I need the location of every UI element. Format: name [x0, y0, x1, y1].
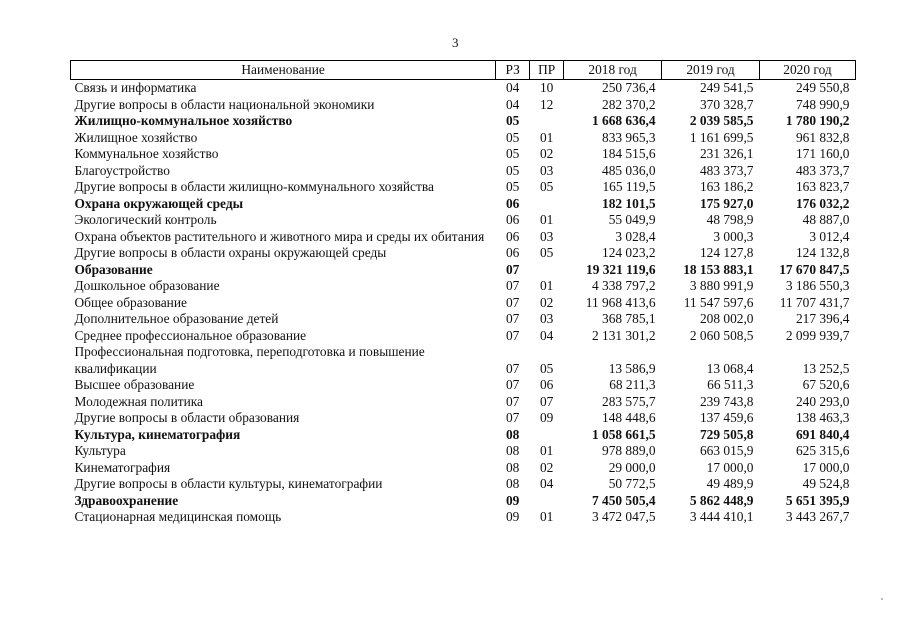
table-row — [71, 443, 856, 460]
cell-2019: 48 798,9 — [706, 212, 754, 227]
cell-2018: 833 965,3 — [602, 129, 656, 145]
cell-name: Другие вопросы в области образования — [74, 410, 300, 425]
cell-name: Другие вопросы в области жилищно-коммунального хозяйства — [74, 179, 434, 194]
cell-pr: 03 — [539, 162, 554, 178]
cell-pr: 04 — [539, 476, 554, 491]
cell-rz: 07 — [505, 261, 520, 277]
cell-rz: 07 — [505, 377, 520, 392]
cell-2019: 18 153 883,1 — [683, 261, 754, 277]
cell-pr — [530, 262, 564, 279]
cell-2020: 49 524,8 — [802, 476, 850, 491]
cell-2018: 50 772,5 — [608, 476, 656, 491]
cell-name: Жилищно-коммунальное хозяйство — [74, 113, 293, 128]
cell-name: Другие вопросы в области культуры, кинематографии — [74, 476, 383, 491]
cell-2019: 729 505,8 — [699, 426, 754, 442]
cell-name: Охрана окружающей среды — [74, 195, 244, 211]
table-row — [71, 509, 856, 526]
cell-name: Культура, кинематография — [74, 426, 241, 442]
cell-rz: 05 — [505, 162, 520, 178]
cell-rz: 07 — [505, 393, 520, 409]
cell-2019: 49 489,9 — [706, 476, 754, 491]
cell-2018: 13 586,9 — [608, 360, 656, 376]
table-row — [71, 97, 856, 114]
table-row — [71, 311, 856, 328]
cell-rz: 06 — [505, 195, 520, 211]
cell-2018: 19 321 119,6 — [586, 261, 656, 277]
table-row — [71, 295, 856, 312]
table-row — [71, 427, 856, 444]
cell-2020: 249 550,8 — [795, 80, 850, 95]
cell-2019: 2 039 585,5 — [689, 113, 754, 128]
header-pr: ПР — [530, 61, 564, 80]
cell-2018: 29 000,0 — [608, 459, 656, 475]
cell-2020: 2 099 939,7 — [785, 327, 850, 343]
table-row — [71, 113, 856, 130]
cell-2018: 68 211,3 — [609, 377, 656, 392]
cell-2019: 11 547 597,6 — [683, 294, 754, 310]
header-2019: 2019 год — [662, 61, 760, 80]
cell-2020: 171 160,0 — [795, 146, 850, 161]
cell-rz: 08 — [505, 476, 520, 491]
table-header-row — [71, 61, 856, 80]
cell-2019: 208 002,0 — [699, 311, 754, 326]
cell-2018: 978 889,0 — [602, 443, 656, 458]
cell-2020: 176 032,2 — [795, 195, 850, 211]
cell-rz: 04 — [505, 96, 520, 112]
cell-name: Высшее образование — [74, 377, 195, 392]
cell-pr: 06 — [539, 377, 554, 392]
cell-2019: 663 015,9 — [699, 443, 754, 458]
cell-rz: 07 — [505, 327, 520, 343]
cell-2018: 55 049,9 — [608, 212, 656, 227]
cell-2019: 17 000,0 — [706, 459, 754, 475]
cell-2020: 625 315,6 — [795, 443, 850, 458]
cell-name: Профессиональная подготовка, переподготовка и повышение квалификации — [74, 344, 425, 376]
cell-2019: 13 068,4 — [706, 360, 754, 376]
cell-2019: 2 060 508,5 — [689, 327, 754, 343]
cell-2019: 231 326,1 — [699, 146, 754, 161]
table-row — [71, 262, 856, 279]
cell-2018: 3 028,4 — [615, 228, 656, 244]
cell-2019: 1 161 699,5 — [689, 129, 754, 145]
cell-2018: 7 450 505,4 — [591, 492, 656, 508]
table-row — [71, 212, 856, 229]
header-2020: 2020 год — [760, 61, 856, 80]
cell-pr — [530, 427, 564, 444]
cell-rz: 09 — [505, 492, 520, 508]
cell-2020: 11 707 431,7 — [779, 294, 850, 310]
cell-rz: 05 — [505, 179, 520, 194]
cell-pr: 05 — [539, 179, 554, 194]
cell-2018: 3 472 047,5 — [591, 509, 656, 524]
cell-name: Охрана объектов растительного и животного мира и среды их обитания — [74, 228, 485, 244]
cell-2019: 370 328,7 — [699, 96, 754, 112]
page-number: 3 — [452, 35, 459, 50]
cell-name: Культура — [74, 443, 126, 458]
cell-2018: 4 338 797,2 — [591, 278, 656, 293]
header-name: Наименование — [71, 61, 496, 80]
cell-2019: 66 511,3 — [707, 377, 754, 392]
cell-2020: 17 670 847,5 — [779, 261, 850, 277]
table-row — [71, 278, 856, 295]
cell-2018: 124 023,2 — [602, 245, 656, 260]
cell-2020: 691 840,4 — [795, 426, 850, 442]
table-row — [71, 344, 856, 377]
cell-2018: 282 370,2 — [602, 96, 656, 112]
cell-2020: 5 651 395,9 — [785, 492, 850, 508]
table-row — [71, 80, 856, 97]
cell-pr: 01 — [539, 278, 554, 293]
cell-pr: 04 — [539, 327, 554, 343]
cell-pr: 05 — [539, 245, 554, 260]
cell-2019: 249 541,5 — [699, 80, 754, 95]
cell-pr — [530, 113, 564, 130]
cell-pr: 02 — [539, 459, 554, 475]
cell-name: Стационарная медицинская помощь — [74, 509, 282, 524]
cell-name: Кинематография — [74, 459, 171, 475]
cell-pr: 02 — [539, 146, 554, 161]
cell-2018: 148 448,6 — [602, 410, 656, 425]
header-2018: 2018 год — [564, 61, 662, 80]
cell-pr — [530, 196, 564, 213]
cell-2020: 3 443 267,7 — [785, 509, 850, 524]
cell-2020: 748 990,9 — [795, 96, 850, 112]
cell-name: Дополнительное образование детей — [74, 311, 279, 326]
cell-name: Благоустройство — [74, 162, 170, 178]
cell-2019: 175 927,0 — [699, 195, 754, 211]
cell-rz: 07 — [505, 278, 520, 293]
cell-2019: 137 459,6 — [699, 410, 754, 425]
table-row — [71, 377, 856, 394]
table-row — [71, 179, 856, 196]
cell-2020: 3 012,4 — [809, 228, 850, 244]
cell-2020: 1 780 190,2 — [785, 113, 850, 128]
table-row — [71, 163, 856, 180]
table-row — [71, 394, 856, 411]
cell-2019: 3 880 991,9 — [689, 278, 754, 293]
budget-table — [70, 60, 856, 526]
cell-rz: 09 — [505, 509, 520, 524]
cell-2018: 250 736,4 — [602, 80, 656, 95]
cell-pr — [530, 493, 564, 510]
cell-2019: 3 444 410,1 — [689, 509, 754, 524]
cell-2020: 124 132,8 — [795, 245, 850, 260]
table-row — [71, 328, 856, 345]
cell-rz: 08 — [505, 426, 520, 442]
cell-name: Здравоохранение — [74, 492, 179, 508]
cell-2018: 1 668 636,4 — [591, 113, 656, 128]
cell-2018: 11 968 413,6 — [585, 294, 656, 310]
cell-rz: 07 — [505, 311, 520, 326]
cell-2019: 239 743,8 — [699, 393, 754, 409]
cell-2019: 483 373,7 — [699, 162, 754, 178]
cell-rz: 06 — [505, 228, 520, 244]
cell-2020: 163 823,7 — [795, 179, 850, 194]
cell-pr: 10 — [539, 80, 554, 95]
cell-2019: 124 127,8 — [699, 245, 754, 260]
table-row — [71, 229, 856, 246]
cell-pr: 12 — [539, 96, 554, 112]
cell-name: Экологический контроль — [74, 212, 217, 227]
cell-2018: 184 515,6 — [602, 146, 656, 161]
scan-speck — [881, 598, 883, 600]
cell-rz: 07 — [505, 360, 520, 376]
cell-2018: 368 785,1 — [602, 311, 656, 326]
table-row — [71, 410, 856, 427]
cell-2018: 485 036,0 — [602, 162, 656, 178]
cell-2018: 2 131 301,2 — [591, 327, 656, 343]
table-body — [71, 80, 856, 526]
cell-name: Жилищное хозяйство — [74, 129, 198, 145]
cell-2020: 67 520,6 — [802, 377, 850, 392]
cell-2020: 138 463,3 — [795, 410, 850, 425]
cell-name: Коммунальное хозяйство — [74, 146, 219, 161]
cell-name: Общее образование — [74, 294, 187, 310]
cell-name: Среднее профессиональное образование — [74, 327, 307, 343]
table-row — [71, 130, 856, 147]
cell-pr: 09 — [539, 410, 554, 425]
table-row — [71, 146, 856, 163]
table-row — [71, 476, 856, 493]
cell-pr: 03 — [539, 311, 554, 326]
cell-2020: 48 887,0 — [802, 212, 850, 227]
cell-2018: 165 119,5 — [602, 179, 656, 194]
table-row — [71, 196, 856, 213]
cell-2020: 483 373,7 — [795, 162, 850, 178]
cell-rz: 06 — [505, 212, 520, 227]
cell-pr: 05 — [539, 360, 554, 376]
cell-rz: 06 — [505, 245, 520, 260]
table-row — [71, 493, 856, 510]
cell-name: Другие вопросы в области охраны окружающей среды — [74, 245, 387, 260]
cell-pr: 02 — [539, 294, 554, 310]
cell-rz: 07 — [505, 294, 520, 310]
cell-2020: 17 000,0 — [802, 459, 850, 475]
cell-pr: 01 — [539, 443, 554, 458]
cell-pr: 01 — [539, 212, 554, 227]
cell-name: Молодежная политика — [74, 393, 204, 409]
cell-rz: 05 — [505, 113, 520, 128]
cell-2019: 163 186,2 — [699, 179, 754, 194]
table-row — [71, 460, 856, 477]
cell-pr: 01 — [539, 129, 554, 145]
cell-2020: 13 252,5 — [802, 360, 850, 376]
cell-2020: 240 293,0 — [795, 393, 850, 409]
cell-name: Дошкольное образование — [74, 278, 220, 293]
cell-2020: 961 832,8 — [795, 129, 850, 145]
header-rz: РЗ — [496, 61, 530, 80]
cell-rz: 08 — [505, 443, 520, 458]
cell-rz: 04 — [505, 80, 520, 95]
cell-pr: 01 — [539, 509, 554, 524]
cell-rz: 05 — [505, 129, 520, 145]
cell-name: Другие вопросы в области национальной экономики — [74, 96, 375, 112]
cell-2019: 5 862 448,9 — [689, 492, 754, 508]
cell-2020: 217 396,4 — [795, 311, 850, 326]
cell-name: Связь и информатика — [74, 80, 197, 95]
cell-name: Образование — [74, 261, 153, 277]
cell-2018: 1 058 661,5 — [591, 426, 656, 442]
cell-pr: 07 — [539, 393, 554, 409]
cell-2019: 3 000,3 — [713, 228, 754, 244]
cell-2018: 283 575,7 — [602, 393, 656, 409]
cell-2018: 182 101,5 — [602, 195, 656, 211]
cell-2020: 3 186 550,3 — [785, 278, 850, 293]
cell-rz: 07 — [505, 410, 520, 425]
cell-rz: 08 — [505, 459, 520, 475]
cell-rz: 05 — [505, 146, 520, 161]
table-row — [71, 245, 856, 262]
cell-pr: 03 — [539, 228, 554, 244]
